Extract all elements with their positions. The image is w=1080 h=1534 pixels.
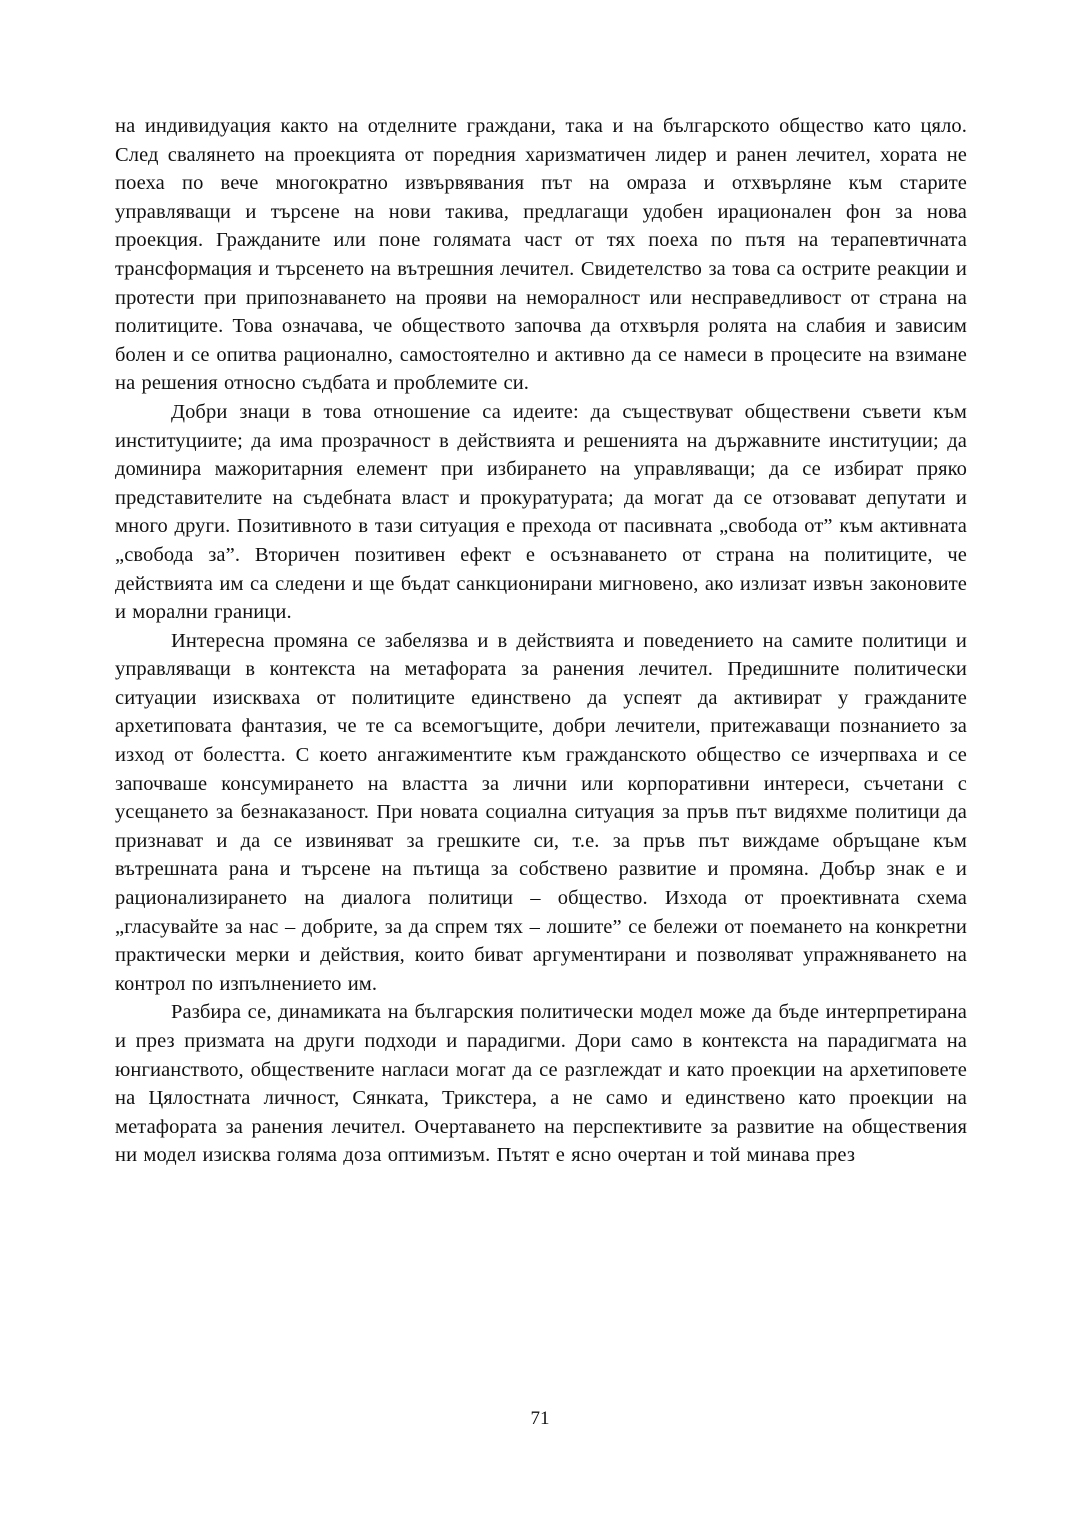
paragraph-continuation: на индивидуация както на отделните граждани, така и на българското общество като цяло. След свалянето на проекцията от поредния харизматичен лидер и ранен лечител, хората не поеха по вече многократно извървявания път на омраза и отхвърляне към старите управляващи и търсене на нови такива, предлагащи удобен ирационален фон за нова проекция. Гражданите или поне голямата част от тях поеха по пътя на терапевтичната трансформация и търсенето на вътрешния лечител. Свидетелство за това са острите реакции и протести при припознаването на прояви на неморалност или несправедливост от страна на политиците. Това означава, че обществото започва да отхвърля ролята на слабия и зависим болен и се опитва рационално, самостоятелно и активно да се намеси в процесите на взимане на решения относно съдбата и проблемите си.	[115, 115, 967, 395]
page-number: 71	[530, 1408, 550, 1429]
paragraph: Добри знаци в това отношение са идеите: да съществуват обществени съвети към институциите; да има прозрачност в действията и решенията на държавните институции; да доминира мажоритарния елемент при избирането на управляващи; да се избират пряко представителите на съдебната власт и прокуратурата; да могат да се отзовават депутати и много други. Позитивното в тази ситуация е прехода от пасивната „свобода от” към активната „свобода за”. Вторичен позитивен ефект е осъзнаването от страна на политиците, че действията им са следени и ще бъдат санкционирани мигновено, ако излизат извън законовите и морални граници.	[115, 400, 967, 624]
paragraph: Интересна промяна се забелязва и в действията и поведението на самите политици и управляващи в контекста на метафората за ранения лечител. Предишните политически ситуации изискваха от политиците единствено да успеят да активират у гражданите архетиповата фантазия, че те са всемогъщите, добри лечители, притежаващи познанието за изход от болестта. С което ангажиментите към гражданското общество се изчерпваха и се започваше консумирането на властта за лични или корпоративни интереси, съчетани с усещането за безнаказаност. При новата социална ситуация за пръв път видяхме политици да признават и да се извиняват за грешките си, т.е. за пръв път виждаме обръщане към вътрешната рана и търсене на пътища за собствено развитие и промяна. Добър знак е и рационализирането на диалога политици – общество. Изхода от проективната схема „гласувайте за нас – добрите, за да спрем тях – лошите” се бележи от поемането на конкретни практически мерки и действия, които биват аргументирани и позволяват упражняването на контрол по изпълнението им.	[115, 629, 967, 995]
text-block	[115, 112, 967, 1170]
paragraph: Разбира се, динамиката на българския политически модел може да бъде интерпретирана и през призмата на други подходи и парадигми. Дори само в контекста на парадигмата на юнгианството, обществените нагласи могат да се разглеждат и като проекции на архетиповете на Цялостната личност, Сянката, Трикстера, а не само и единствено като проекции на метафората за ранения лечител. Очертаването на перспективите за развитие на обществения ни модел изисква голяма доза оптимизъм. Пътят е ясно очертан и той минава през	[115, 1001, 967, 1167]
